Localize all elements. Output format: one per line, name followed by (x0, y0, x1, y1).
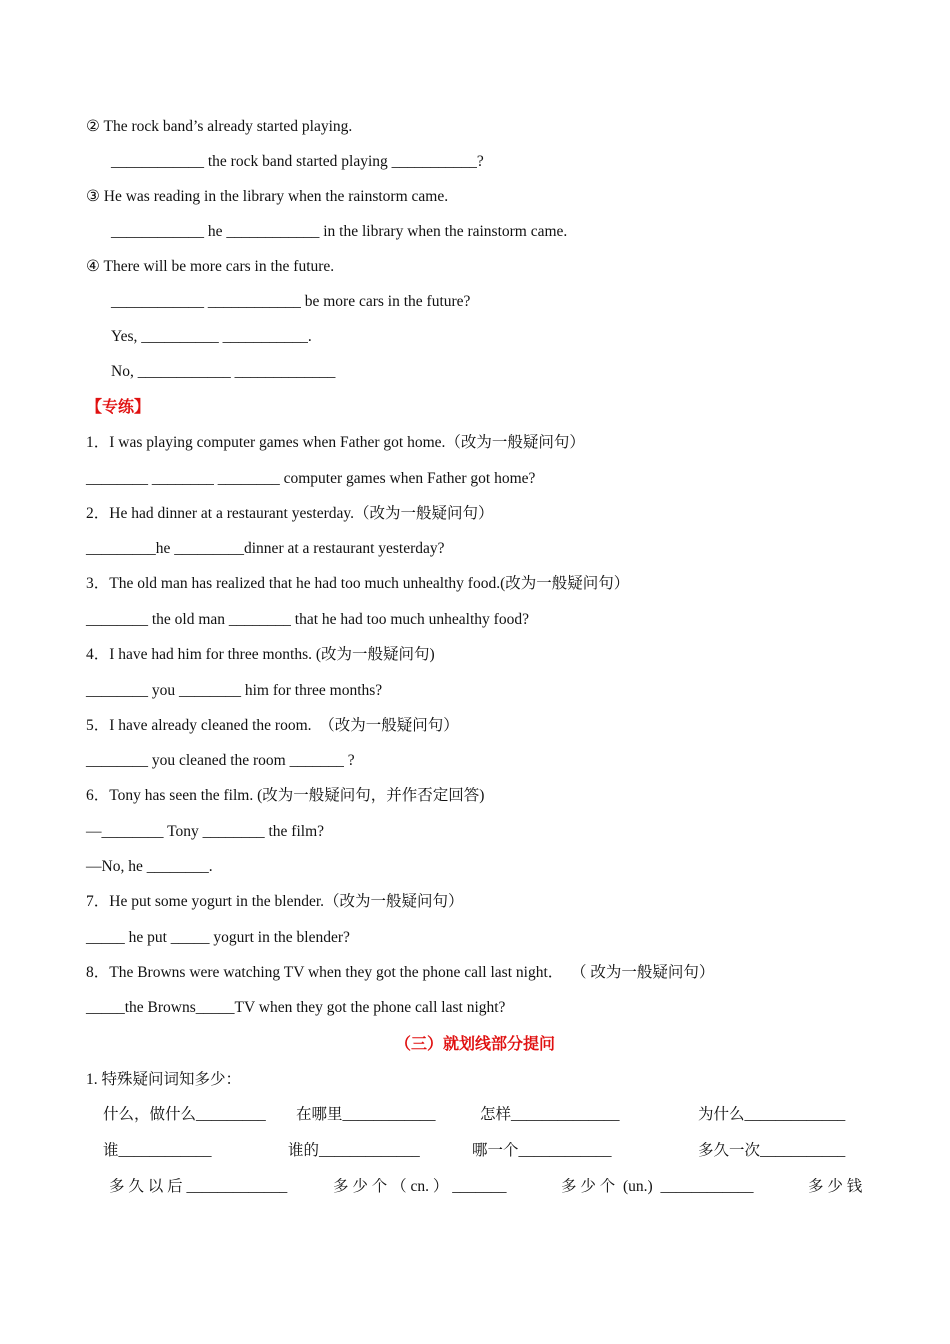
question-word-whose: 谁的_____________ (288, 1142, 420, 1159)
section-intro: 1. 特殊疑问词知多少： (86, 1071, 242, 1088)
question-word-how-many: 多 少 个 （ cn. ） _______ (333, 1178, 507, 1195)
exercise-answer-2: ____________ the rock band started playing ___________? (111, 153, 484, 170)
practice-answer-6b: —No, he ________. (86, 858, 213, 875)
practice-question-8: 8．The Browns were watching TV when they got the phone call last night． （ 改为一般疑问句） (86, 964, 715, 981)
practice-answer-3: ________ the old man ________ that he had too much unhealthy food? (86, 611, 529, 628)
exercise-answer-3: ____________ he ____________ in the library when the rainstorm came. (111, 223, 568, 240)
practice-answer-7: _____ he put _____ yogurt in the blender? (86, 929, 350, 946)
question-word-who: 谁____________ (103, 1142, 212, 1159)
question-word-how: 怎样______________ (480, 1106, 620, 1123)
question-word-what: 什么，做什么_________ (103, 1106, 266, 1123)
practice-answer-4: ________ you ________ him for three months? (86, 682, 383, 699)
practice-answer-1: ________ ________ ________ computer games when Father got home? (86, 470, 536, 487)
practice-answer-6: —________ Tony ________ the film? (86, 823, 325, 840)
practice-title: 【专练】 (86, 397, 151, 416)
practice-answer-2: _________he _________dinner at a restaurant yesterday? (86, 540, 445, 557)
exercise-answer-4: ____________ ____________ be more cars in the future? (111, 293, 471, 310)
section-heading: （三）就划线部分提问 (394, 1034, 555, 1053)
practice-answer-8: _____the Browns_____TV when they got the phone call last night? (86, 999, 506, 1016)
exercise-prompt-2: ② The rock band’s already started playing. (86, 118, 353, 135)
question-word-why: 为什么_____________ (698, 1106, 846, 1123)
question-word-where: 在哪里____________ (296, 1106, 436, 1123)
exercise-prompt-4: ④ There will be more cars in the future. (86, 258, 335, 275)
practice-question-5: 5．I have already cleaned the room. （改为一般疑问句） (86, 717, 459, 734)
exercise-prompt-3: ③ He was reading in the library when the rainstorm came. (86, 188, 449, 205)
question-word-how-much-money: 多 少 钱 (808, 1178, 863, 1195)
reply-no: No, ____________ _____________ (111, 363, 336, 380)
question-word-which: 哪一个____________ (472, 1142, 612, 1159)
practice-question-7: 7．He put some yogurt in the blender.（改为一般疑问句） (86, 893, 464, 910)
question-word-how-much-un: 多 少 个 (un.) ____________ (561, 1178, 754, 1195)
practice-question-1: 1．I was playing computer games when Father got home.（改为一般疑问句） (86, 434, 585, 451)
reply-yes: Yes, __________ ___________. (111, 328, 312, 345)
practice-question-2: 2．He had dinner at a restaurant yesterday.（改为一般疑问句） (86, 505, 494, 522)
question-word-how-soon: 多 久 以 后 _____________ (109, 1178, 288, 1195)
practice-question-4: 4．I have had him for three months. (改为一般疑问句) (86, 646, 435, 663)
question-word-how-often: 多久一次___________ (698, 1142, 846, 1159)
practice-question-6: 6．Tony has seen the film. (改为一般疑问句，并作否定回答) (86, 787, 485, 804)
practice-answer-5: ________ you cleaned the room _______ ? (86, 752, 355, 769)
practice-question-3: 3．The old man has realized that he had too much unhealthy food.(改为一般疑问句） (86, 575, 630, 592)
